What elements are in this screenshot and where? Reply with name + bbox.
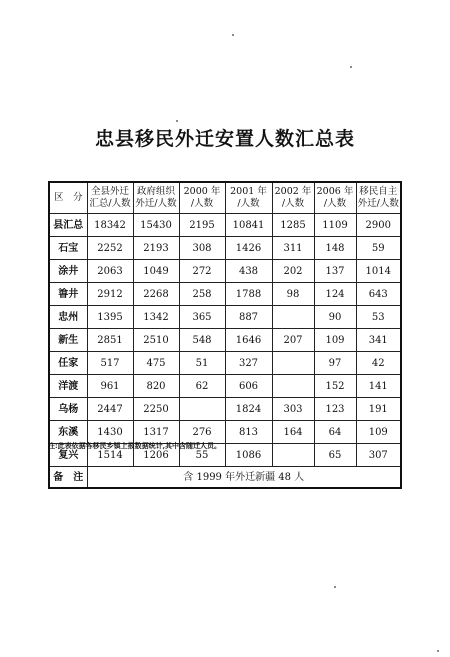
table-cell: 272 — [179, 260, 225, 283]
scan-speck — [232, 34, 234, 36]
table-cell — [272, 375, 314, 398]
table-cell: 1285 — [272, 214, 314, 237]
table-cell: 307 — [356, 444, 401, 467]
table-cell: 308 — [179, 237, 225, 260]
table-cell: 191 — [356, 398, 401, 421]
table-cell: 65 — [314, 444, 356, 467]
table-cell — [272, 306, 314, 329]
table-cell: 18342 — [87, 214, 133, 237]
table-cell: 606 — [225, 375, 272, 398]
table-cell: 乌杨 — [49, 398, 87, 421]
table-cell: 2250 — [133, 398, 179, 421]
table-cell: 复兴 — [49, 444, 87, 467]
table-cell: 341 — [356, 329, 401, 352]
table-cell: 㽏井 — [49, 283, 87, 306]
table-cell: 1342 — [133, 306, 179, 329]
table-cell: 148 — [314, 237, 356, 260]
table-cell: 1317 — [133, 421, 179, 444]
table-cell: 820 — [133, 375, 179, 398]
table-cell: 2447 — [87, 398, 133, 421]
table-cell: 1430 — [87, 421, 133, 444]
table-cell: 109 — [356, 421, 401, 444]
table-cell — [272, 352, 314, 375]
header-2002: 2002 年 /人数 — [272, 182, 314, 214]
table-cell: 2193 — [133, 237, 179, 260]
remark-label: 备 注 — [49, 467, 87, 489]
table-cell: 10841 — [225, 214, 272, 237]
table-row — [49, 283, 401, 306]
table-cell: 2195 — [179, 214, 225, 237]
table-cell: 327 — [225, 352, 272, 375]
table-cell: 137 — [314, 260, 356, 283]
table-cell: 1395 — [87, 306, 133, 329]
table-cell — [179, 398, 225, 421]
table-cell: 1426 — [225, 237, 272, 260]
table-cell: 2510 — [133, 329, 179, 352]
header-government-organized: 政府组织 外迁/人数 — [133, 182, 179, 214]
table-cell: 276 — [179, 421, 225, 444]
table-cell: 517 — [87, 352, 133, 375]
table-cell: 2268 — [133, 283, 179, 306]
table-cell: 164 — [272, 421, 314, 444]
table-cell: 1646 — [225, 329, 272, 352]
table-cell: 2851 — [87, 329, 133, 352]
table-cell: 1514 — [87, 444, 133, 467]
table-cell: 2063 — [87, 260, 133, 283]
table-cell: 53 — [356, 306, 401, 329]
table-header-row — [49, 182, 401, 214]
table-cell: 1086 — [225, 444, 272, 467]
table-cell: 42 — [356, 352, 401, 375]
table-cell: 90 — [314, 306, 356, 329]
table-row — [49, 214, 401, 237]
table-cell: 1788 — [225, 283, 272, 306]
table-cell: 303 — [272, 398, 314, 421]
table-cell: 1206 — [133, 444, 179, 467]
table-row — [49, 260, 401, 283]
table-cell: 忠州 — [49, 306, 87, 329]
scan-speck — [176, 120, 178, 122]
scan-speck — [350, 66, 352, 68]
table-cell: 59 — [356, 237, 401, 260]
table-cell: 961 — [87, 375, 133, 398]
table-cell: 141 — [356, 375, 401, 398]
table-row — [49, 398, 401, 421]
table-cell: 438 — [225, 260, 272, 283]
remark-row — [49, 467, 401, 489]
table-cell: 475 — [133, 352, 179, 375]
remark-text: 含 1999 年外迁新疆 48 人 — [87, 467, 401, 489]
table-cell: 任家 — [49, 352, 87, 375]
table-cell: 109 — [314, 329, 356, 352]
table-row — [49, 237, 401, 260]
table-cell: 887 — [225, 306, 272, 329]
table-cell: 新生 — [49, 329, 87, 352]
table-row — [49, 352, 401, 375]
table-cell: 2900 — [356, 214, 401, 237]
table-cell: 洋渡 — [49, 375, 87, 398]
header-category: 区 分 — [49, 182, 87, 214]
table-cell: 97 — [314, 352, 356, 375]
table-cell: 813 — [225, 421, 272, 444]
table-cell: 62 — [179, 375, 225, 398]
table-cell: 1014 — [356, 260, 401, 283]
table-cell: 55 — [179, 444, 225, 467]
table-cell: 64 — [314, 421, 356, 444]
table-cell: 124 — [314, 283, 356, 306]
table-row — [49, 329, 401, 352]
table-cell: 51 — [179, 352, 225, 375]
table-cell: 202 — [272, 260, 314, 283]
table-cell: 2252 — [87, 237, 133, 260]
table-cell: 98 — [272, 283, 314, 306]
header-2001: 2001 年 /人数 — [225, 182, 272, 214]
table-cell: 县汇总 — [49, 214, 87, 237]
header-2000: 2000 年 /人数 — [179, 182, 225, 214]
table-cell: 东溪 — [49, 421, 87, 444]
scan-speck — [437, 650, 439, 652]
table-cell: 207 — [272, 329, 314, 352]
table-cell: 152 — [314, 375, 356, 398]
table-cell: 548 — [179, 329, 225, 352]
header-county-total: 全县外迁 汇总/人数 — [87, 182, 133, 214]
footnote: 注:此表依据各移民乡镇上报数据统计,其中含随迁人员。 — [48, 441, 222, 450]
table-cell: 1824 — [225, 398, 272, 421]
table-cell: 2912 — [87, 283, 133, 306]
table-cell: 1049 — [133, 260, 179, 283]
page-title: 忠县移民外迁安置人数汇总表 — [94, 128, 355, 150]
scan-speck — [334, 586, 336, 588]
table-cell: 643 — [356, 283, 401, 306]
table-cell: 258 — [179, 283, 225, 306]
header-self-relocation: 移民自主 外迁/人数 — [356, 182, 401, 214]
table-cell: 365 — [179, 306, 225, 329]
table-cell: 1109 — [314, 214, 356, 237]
table-row — [49, 306, 401, 329]
header-2006: 2006 年 /人数 — [314, 182, 356, 214]
table-cell: 15430 — [133, 214, 179, 237]
table-cell: 311 — [272, 237, 314, 260]
table-cell: 石宝 — [49, 237, 87, 260]
table-row — [49, 375, 401, 398]
table-cell: 涂井 — [49, 260, 87, 283]
table-cell: 123 — [314, 398, 356, 421]
